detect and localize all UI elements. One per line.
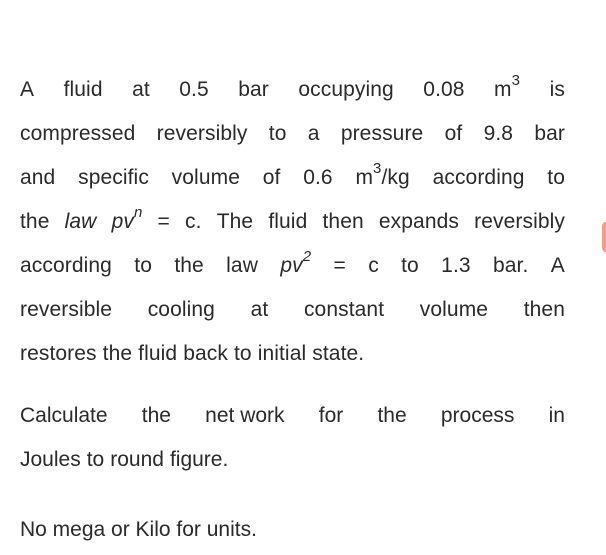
problem-line — [20, 204, 565, 254]
question-line — [20, 448, 565, 492]
word-text: is — [549, 78, 565, 101]
problem-line — [20, 298, 565, 342]
word-text: the — [141, 404, 171, 427]
text-word — [217, 210, 254, 234]
text-word — [423, 78, 464, 102]
word-text: and — [20, 166, 56, 189]
text-word — [547, 166, 565, 190]
text-word — [20, 210, 50, 234]
word-text: according — [432, 166, 525, 189]
word-text: round — [110, 448, 164, 471]
text-word — [269, 122, 287, 146]
word-text: A — [550, 254, 565, 277]
text-word — [87, 448, 105, 472]
text-word — [20, 404, 108, 428]
word-text: volume — [419, 298, 489, 321]
text-word — [341, 122, 424, 146]
text-word — [172, 166, 240, 190]
word-text: cooling — [147, 298, 215, 321]
text-word — [111, 204, 143, 234]
word-text: 0.08 — [423, 78, 465, 101]
question-text — [20, 404, 565, 492]
word-text: bar. — [493, 254, 529, 277]
text-word — [174, 254, 204, 278]
text-word — [551, 254, 565, 278]
edge-accent-shape — [602, 222, 606, 252]
word-text: constant — [303, 298, 385, 321]
word-text: c — [368, 254, 379, 277]
text-word — [534, 122, 565, 146]
text-word — [377, 404, 406, 428]
text-word — [20, 254, 112, 278]
text-word — [238, 78, 269, 102]
word-text: fluid — [138, 342, 178, 365]
text-word — [142, 404, 171, 428]
superscript: 2 — [302, 248, 312, 265]
text-word — [355, 160, 410, 190]
text-word — [132, 78, 150, 102]
word-text: reversibly — [156, 122, 248, 145]
word-text: the — [102, 342, 133, 365]
word-text: state. — [312, 342, 365, 365]
text-word — [183, 342, 228, 366]
word-text: to — [268, 122, 287, 145]
text-word — [148, 298, 215, 322]
text-word — [280, 248, 312, 278]
word-text: to — [401, 254, 419, 277]
text-word — [420, 298, 488, 322]
word-text: m — [355, 166, 374, 189]
text-word — [65, 210, 97, 234]
text-word — [433, 166, 525, 190]
word-text: Joules — [20, 448, 81, 471]
text-word — [157, 122, 248, 146]
word-text: to — [233, 342, 252, 365]
text-word — [484, 122, 514, 146]
unit-suffix: /kg — [381, 166, 410, 189]
text-word — [474, 210, 565, 234]
word-text: occupying — [298, 78, 394, 101]
text-word — [379, 210, 459, 234]
text-word — [368, 254, 379, 278]
word-text: law — [64, 210, 97, 233]
text-word — [134, 254, 152, 278]
word-text: of — [262, 166, 281, 189]
text-word — [258, 342, 307, 366]
text-word — [441, 254, 471, 278]
word-text: A — [20, 78, 35, 101]
word-text: the — [174, 254, 204, 277]
text-word — [110, 448, 164, 472]
text-word — [333, 254, 345, 278]
word-text: Calculate — [20, 404, 108, 427]
word-text: back — [183, 342, 228, 365]
word-text: fluid — [63, 78, 103, 101]
word-text: to — [86, 448, 105, 471]
text-word — [441, 404, 515, 428]
word-text: in — [548, 404, 565, 427]
text-word — [20, 78, 34, 102]
text-word — [185, 210, 202, 234]
word-text: net work — [205, 404, 285, 427]
text-word — [550, 78, 565, 102]
text-word — [319, 404, 344, 428]
word-text: a — [307, 122, 320, 145]
units-note: No mega or Kilo for units. — [20, 518, 257, 541]
word-text: 9.8 — [483, 122, 514, 145]
word-text: of — [444, 122, 463, 145]
word-text: bar — [238, 78, 269, 101]
word-text: m — [494, 78, 512, 101]
word-text: reversibly — [474, 210, 565, 233]
word-text: to — [547, 166, 565, 189]
word-text: pressure — [340, 122, 424, 145]
text-word — [20, 298, 112, 322]
text-word — [303, 166, 333, 190]
word-text: expands — [378, 210, 459, 233]
word-text: at — [132, 78, 150, 101]
word-text: The — [216, 210, 254, 233]
word-text: at — [250, 298, 269, 321]
text-word — [20, 342, 97, 366]
problem-line — [20, 122, 565, 166]
word-text: pv — [280, 254, 303, 277]
word-text: 0.6 — [303, 166, 333, 189]
text-word — [64, 78, 103, 102]
problem-statement — [20, 72, 565, 386]
text-word — [179, 78, 209, 102]
word-text: initial — [257, 342, 307, 365]
word-text: pv — [111, 210, 134, 233]
word-text: c. — [185, 210, 202, 233]
text-word — [445, 122, 463, 146]
word-text: = — [157, 210, 170, 233]
superscript: 3 — [373, 160, 382, 177]
text-word — [524, 298, 565, 322]
superscript: n — [133, 204, 143, 221]
problem-line — [20, 342, 565, 386]
word-text: process — [440, 404, 515, 427]
word-text: specific — [78, 166, 149, 189]
text-word — [322, 210, 363, 234]
word-text: 0.5 — [179, 78, 209, 101]
text-word — [494, 72, 521, 102]
text-word — [308, 122, 320, 146]
text-word — [20, 448, 81, 472]
word-text: according — [20, 254, 112, 277]
word-text: fluid — [268, 210, 308, 233]
word-text: compressed — [20, 122, 136, 145]
text-word — [20, 166, 55, 190]
text-word — [103, 342, 133, 366]
word-text: 1.3 — [441, 254, 471, 277]
text-word — [304, 298, 384, 322]
text-word — [312, 342, 364, 366]
word-text: restores — [20, 342, 97, 365]
word-text: law — [226, 254, 258, 277]
word-text: reversible — [20, 298, 113, 321]
text-word — [251, 298, 269, 322]
word-text: bar — [534, 122, 565, 145]
word-text: = — [333, 254, 346, 277]
text-word — [549, 404, 565, 428]
text-word — [493, 254, 528, 278]
word-text: to — [134, 254, 153, 277]
word-text: for — [318, 404, 344, 427]
word-text: then — [322, 210, 364, 233]
superscript: 3 — [511, 72, 521, 89]
text-word — [226, 254, 258, 278]
text-word — [158, 210, 170, 234]
text-word — [298, 78, 393, 102]
word-text: then — [523, 298, 565, 321]
problem-line — [20, 160, 565, 210]
text-word — [138, 342, 177, 366]
text-word — [263, 166, 281, 190]
text-word — [234, 342, 252, 366]
word-text: the — [20, 210, 50, 233]
text-word — [205, 404, 284, 428]
text-word — [268, 210, 307, 234]
word-text: volume — [171, 166, 240, 189]
text-word — [78, 166, 149, 190]
text-word — [20, 122, 135, 146]
text-word — [170, 448, 228, 472]
question-line — [20, 404, 565, 448]
word-text: the — [377, 404, 407, 427]
problem-line — [20, 72, 565, 122]
word-text: figure. — [169, 448, 229, 471]
text-word — [401, 254, 419, 278]
problem-line — [20, 248, 565, 298]
